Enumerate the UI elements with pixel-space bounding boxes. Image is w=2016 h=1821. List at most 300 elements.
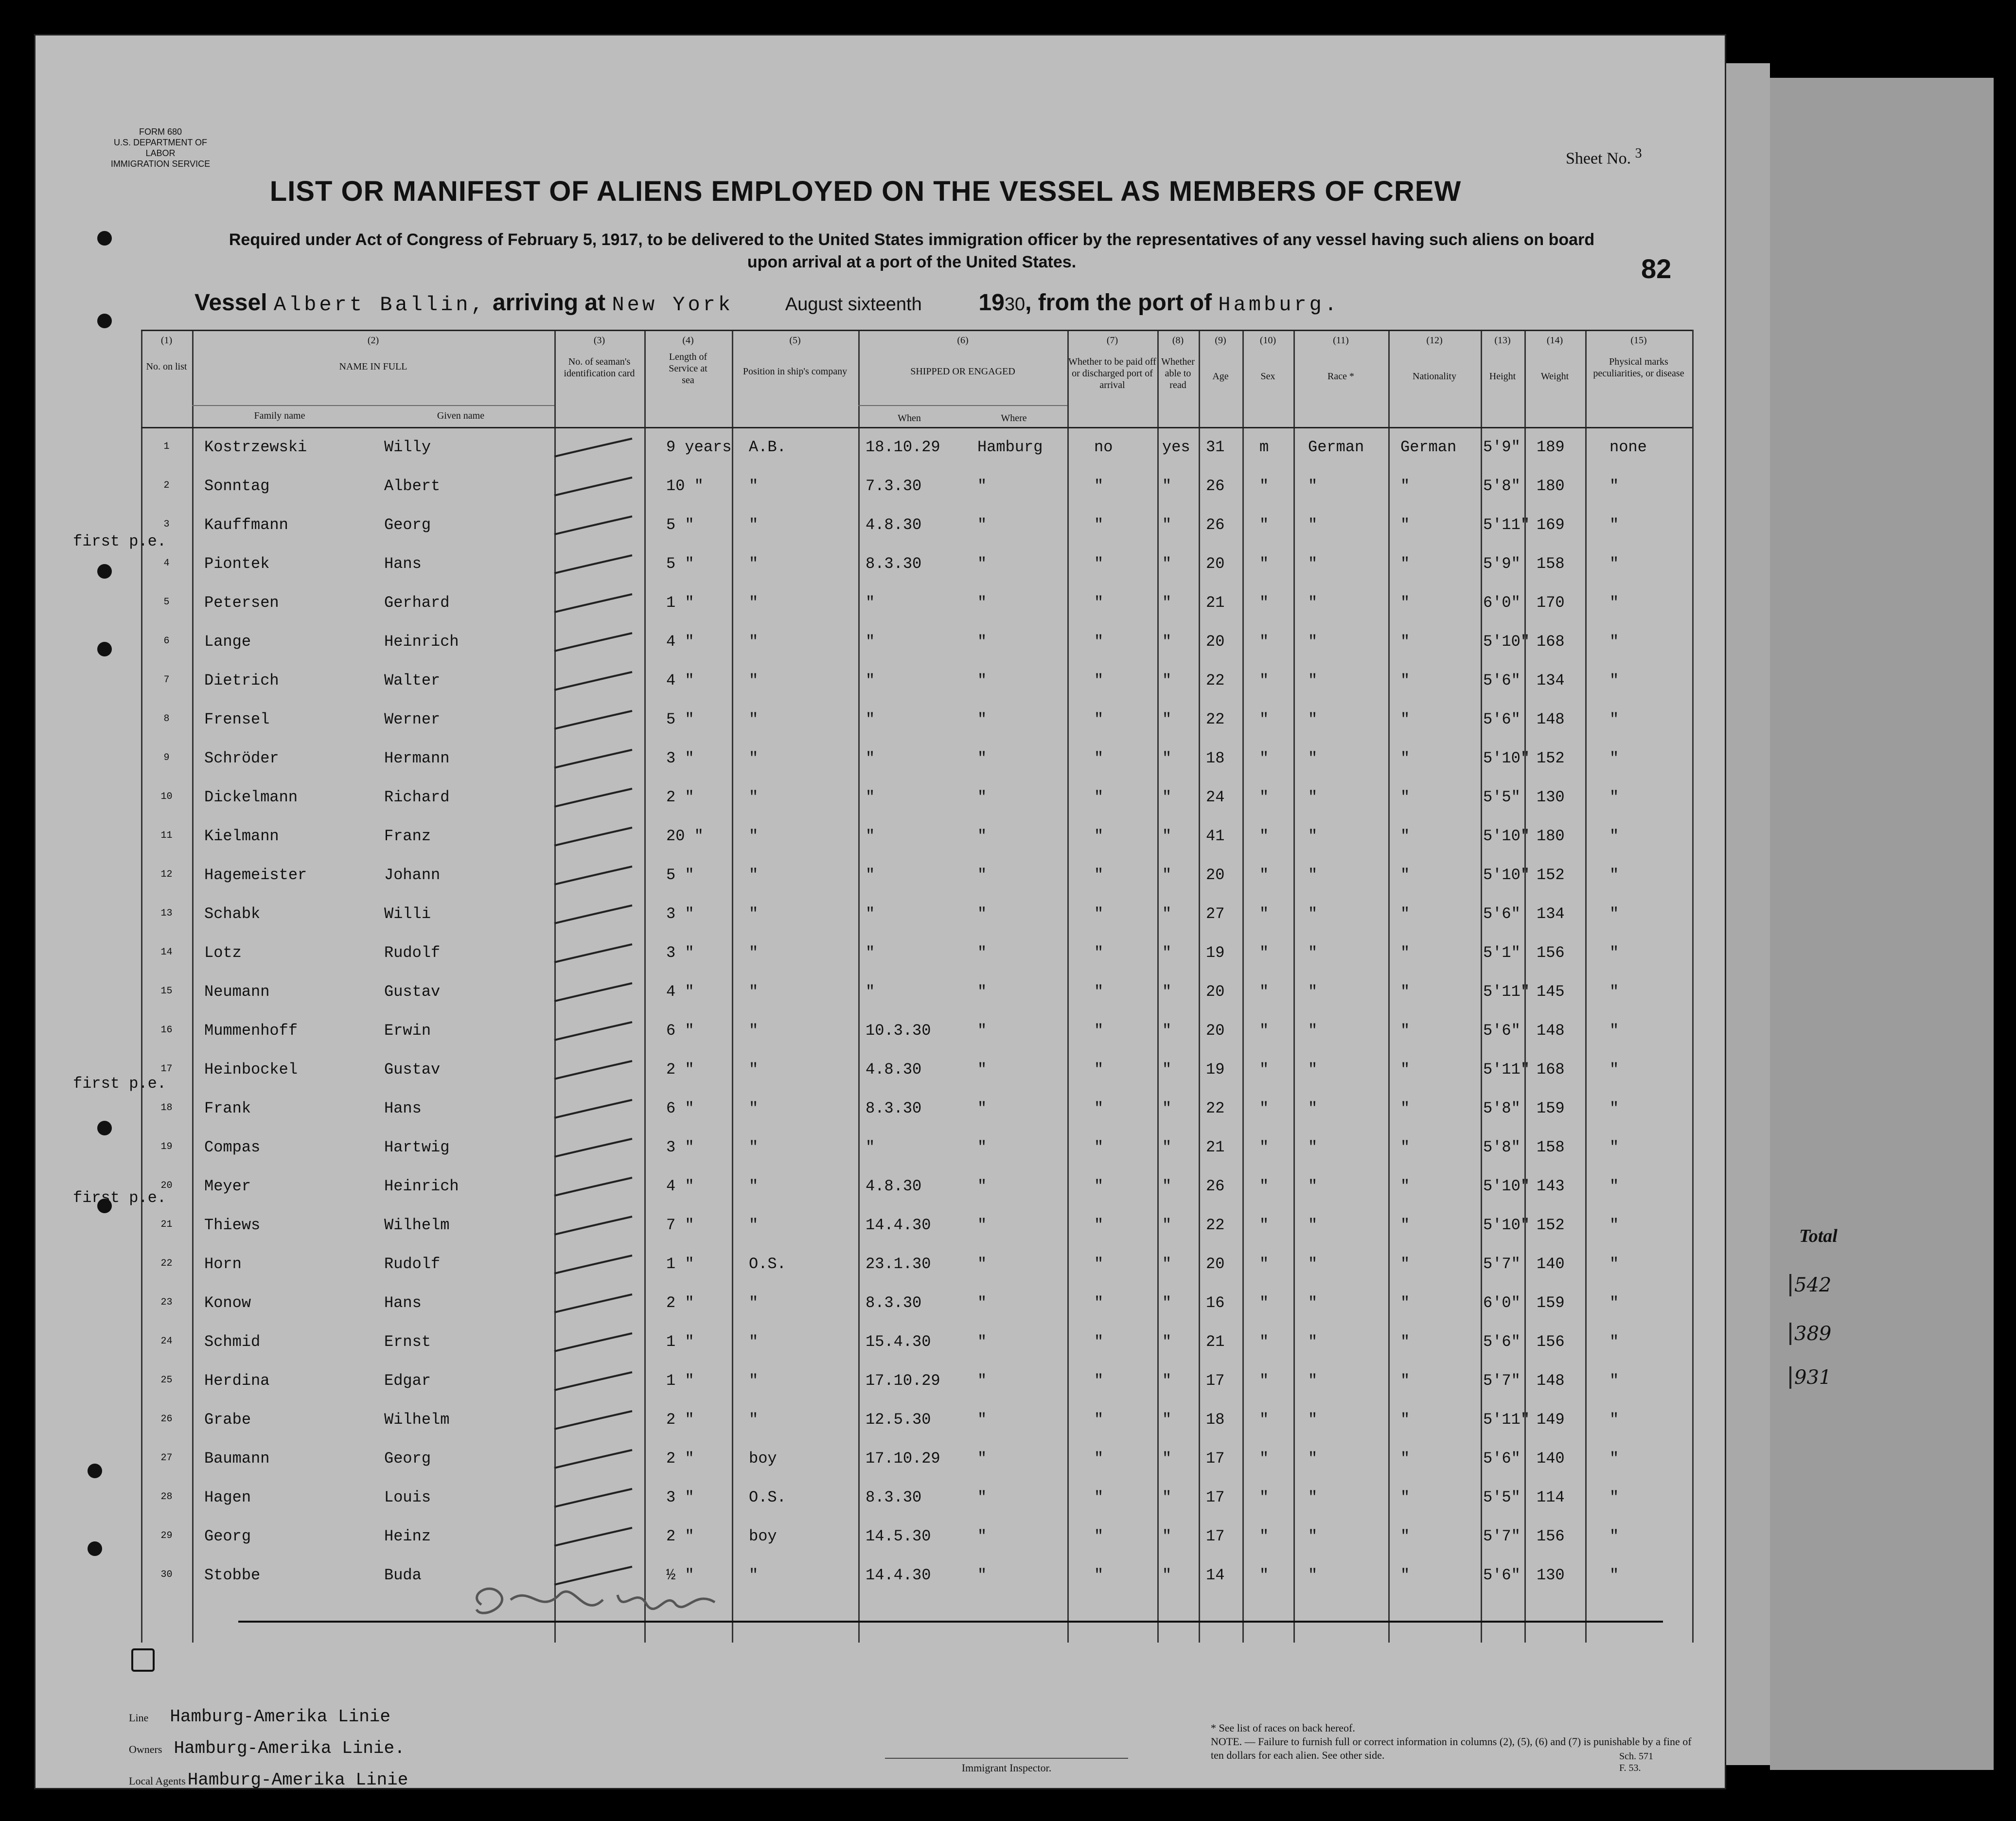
position: " — [749, 594, 759, 612]
physical-marks: " — [1609, 594, 1619, 612]
weight: 159 — [1537, 1294, 1565, 1312]
shipped-when: 14.4.30 — [866, 1566, 931, 1584]
table-row — [141, 979, 1692, 1018]
col-8-number: (8) — [1172, 335, 1184, 346]
given-name: Hans — [384, 1099, 422, 1117]
height: 5'10" — [1483, 749, 1530, 767]
height: 5'10" — [1483, 633, 1530, 651]
vessel-name: Albert Ballin, — [273, 293, 486, 317]
given-name: Richard — [384, 788, 450, 806]
able-to-read: " — [1162, 1488, 1172, 1506]
col-13-label: Height — [1489, 371, 1516, 382]
col-header-13 — [1481, 335, 1524, 382]
able-to-read: " — [1162, 1177, 1172, 1195]
family-name: Dietrich — [204, 672, 279, 690]
shipped-when: 4.8.30 — [866, 1061, 922, 1078]
able-to-read: " — [1162, 1411, 1172, 1429]
paid-off: " — [1094, 672, 1104, 690]
row-number: 22 — [160, 1258, 173, 1269]
col-3-label: No. of seaman's identification card — [564, 356, 635, 379]
nationality: " — [1400, 944, 1410, 962]
service-length: 5 " — [666, 555, 694, 573]
nationality: " — [1400, 1527, 1410, 1545]
physical-marks: " — [1609, 1099, 1619, 1117]
agents-label: Local Agents — [129, 1775, 186, 1787]
sex: " — [1259, 1333, 1269, 1351]
col-header-9 — [1199, 335, 1242, 382]
col-header-14 — [1524, 335, 1585, 382]
col-4-label: Length of Service at sea — [669, 352, 707, 386]
position: O.S. — [749, 1255, 786, 1273]
underlying-sheet — [1770, 78, 1994, 1770]
table-row — [141, 473, 1692, 512]
age: 20 — [1206, 1255, 1225, 1273]
punch-hole — [88, 1464, 102, 1478]
check-mark — [549, 981, 637, 1005]
given-name: Gustav — [384, 1061, 441, 1078]
service-length: 6 " — [666, 1022, 694, 1040]
service-length: 2 " — [666, 1294, 694, 1312]
check-mark — [549, 1292, 637, 1316]
row-number: 3 — [163, 519, 170, 530]
height: 5'6" — [1483, 672, 1521, 690]
service-length: 3 " — [666, 1488, 694, 1506]
able-to-read: " — [1162, 555, 1172, 573]
physical-marks: " — [1609, 1372, 1619, 1390]
line-value: Hamburg-Amerika Linie — [170, 1707, 391, 1727]
shipped-when: 23.1.30 — [866, 1255, 931, 1273]
shipped-where: " — [977, 710, 987, 728]
nationality: " — [1400, 1022, 1410, 1040]
height: 5'5" — [1483, 788, 1521, 806]
col-7-label: Whether to be paid off or discharged port of arrival — [1068, 356, 1156, 390]
weight: 169 — [1537, 516, 1565, 534]
race: " — [1308, 1022, 1318, 1040]
sex: " — [1259, 749, 1269, 767]
weight: 140 — [1537, 1255, 1565, 1273]
family-name: Neumann — [204, 983, 270, 1001]
height: 5'6" — [1483, 1333, 1521, 1351]
col-7-number: (7) — [1106, 335, 1118, 346]
nationality: " — [1400, 1099, 1410, 1117]
weight: 158 — [1537, 555, 1565, 573]
physical-marks: " — [1609, 788, 1619, 806]
shipped-when: 8.3.30 — [866, 1099, 922, 1117]
manifest-sheet — [34, 34, 1726, 1789]
sch-label: Sch. 571 — [1619, 1751, 1653, 1762]
family-name: Schröder — [204, 749, 279, 767]
sex: " — [1259, 1450, 1269, 1467]
shipped-where: " — [977, 1527, 987, 1545]
age: 41 — [1206, 827, 1225, 845]
service-length: 1 " — [666, 1372, 694, 1390]
table-row — [141, 940, 1692, 979]
age: 18 — [1206, 749, 1225, 767]
paid-off: " — [1094, 749, 1104, 767]
able-to-read: " — [1162, 1216, 1172, 1234]
family-name: Horn — [204, 1255, 242, 1273]
position: " — [749, 788, 759, 806]
family-name: Meyer — [204, 1177, 251, 1195]
row-number: 9 — [163, 752, 170, 763]
col-6-label: SHIPPED OR ENGAGED — [910, 366, 1015, 377]
check-mark — [549, 1486, 637, 1511]
col-header-11 — [1293, 335, 1388, 382]
row-number: 29 — [160, 1530, 173, 1541]
position: " — [749, 866, 759, 884]
able-to-read: " — [1162, 710, 1172, 728]
schedule-number — [1619, 1750, 1653, 1774]
vessel-line: Vessel Albert Ballin, arriving at New York August sixteenth 1930, from the port of Hamburg. — [195, 290, 1340, 317]
able-to-read: " — [1162, 1099, 1172, 1117]
shipped-when: 7.3.30 — [866, 477, 922, 495]
service-length: 4 " — [666, 1177, 694, 1195]
nationality: " — [1400, 749, 1410, 767]
physical-marks: " — [1609, 983, 1619, 1001]
height: 5'7" — [1483, 1527, 1521, 1545]
family-name: Heinbockel — [204, 1061, 298, 1078]
paid-off: " — [1094, 1333, 1104, 1351]
paid-off: " — [1094, 633, 1104, 651]
shipped-when: 4.8.30 — [866, 516, 922, 534]
race: German — [1308, 438, 1364, 456]
height: 5'7" — [1483, 1255, 1521, 1273]
paid-off: " — [1094, 710, 1104, 728]
paid-off: " — [1094, 1022, 1104, 1040]
given-name: Wilhelm — [384, 1216, 450, 1234]
position: " — [749, 944, 759, 962]
subtitle-line-1: Required under Act of Congress of February 5, 1917, to be delivered to the United States immigration officer by the representatives of any vessel having such aliens on board — [229, 230, 1595, 249]
weight: 170 — [1537, 594, 1565, 612]
paid-off: no — [1094, 438, 1113, 456]
family-name: Compas — [204, 1138, 261, 1156]
nationality: " — [1400, 827, 1410, 845]
col-14-number: (14) — [1546, 335, 1563, 346]
weight: 130 — [1537, 1566, 1565, 1584]
age: 20 — [1206, 866, 1225, 884]
given-name: Rudolf — [384, 944, 441, 962]
race: " — [1308, 672, 1318, 690]
given-name: Gerhard — [384, 594, 450, 612]
weight: 152 — [1537, 749, 1565, 767]
age: 26 — [1206, 516, 1225, 534]
row-number: 24 — [160, 1336, 173, 1347]
height: 5'10" — [1483, 866, 1530, 884]
family-name: Georg — [204, 1527, 251, 1545]
paid-off: " — [1094, 1216, 1104, 1234]
age: 21 — [1206, 1138, 1225, 1156]
weight: 168 — [1537, 633, 1565, 651]
shipped-when: " — [866, 749, 875, 767]
shipped-when: " — [866, 827, 875, 845]
service-length: 3 " — [666, 905, 694, 923]
col-2b-label: Given name — [437, 410, 485, 421]
able-to-read: " — [1162, 749, 1172, 767]
physical-marks: " — [1609, 477, 1619, 495]
physical-marks: " — [1609, 1527, 1619, 1545]
able-to-read: " — [1162, 1294, 1172, 1312]
punch-hole — [97, 642, 112, 656]
table-row — [141, 590, 1692, 629]
service-length: 3 " — [666, 1138, 694, 1156]
service-length: 4 " — [666, 672, 694, 690]
check-mark — [549, 1525, 637, 1550]
physical-marks: none — [1609, 438, 1647, 456]
age: 22 — [1206, 672, 1225, 690]
check-mark — [549, 903, 637, 927]
row-number: 4 — [163, 558, 170, 569]
sex: " — [1259, 1566, 1269, 1584]
table-row — [141, 1057, 1692, 1096]
sex: " — [1259, 633, 1269, 651]
shipped-when: " — [866, 944, 875, 962]
shipped-when: 14.4.30 — [866, 1216, 931, 1234]
given-name: Erwin — [384, 1022, 431, 1040]
weight: 158 — [1537, 1138, 1565, 1156]
age: 14 — [1206, 1566, 1225, 1584]
table-row — [141, 1523, 1692, 1562]
height: 5'1" — [1483, 944, 1521, 962]
shipped-where: " — [977, 1294, 987, 1312]
weight: 134 — [1537, 672, 1565, 690]
shipped-when: 10.3.30 — [866, 1022, 931, 1040]
height: 5'6" — [1483, 1022, 1521, 1040]
weight: 156 — [1537, 944, 1565, 962]
position: " — [749, 672, 759, 690]
nationality: " — [1400, 555, 1410, 573]
shipped-where: " — [977, 1333, 987, 1351]
punch-hole — [97, 1121, 112, 1135]
col-6-number: (6) — [957, 335, 969, 346]
table-row — [141, 784, 1692, 823]
table-row — [141, 1446, 1692, 1485]
able-to-read: " — [1162, 1333, 1172, 1351]
stamp-number: 82 — [1641, 253, 1672, 284]
col-11-label: Race * — [1327, 371, 1354, 382]
shipped-where: " — [977, 905, 987, 923]
family-name: Frensel — [204, 710, 270, 728]
family-name: Lange — [204, 633, 251, 651]
service-length: 7 " — [666, 1216, 694, 1234]
age: 22 — [1206, 710, 1225, 728]
given-name: Louis — [384, 1488, 431, 1506]
paid-off: " — [1094, 477, 1104, 495]
family-name: Stobbe — [204, 1566, 261, 1584]
weight: 180 — [1537, 827, 1565, 845]
race: " — [1308, 1138, 1318, 1156]
weight: 140 — [1537, 1450, 1565, 1467]
check-mark — [549, 1253, 637, 1277]
height: 5'10" — [1483, 1177, 1530, 1195]
footer-owners — [129, 1738, 405, 1758]
family-name: Konow — [204, 1294, 251, 1312]
age: 20 — [1206, 555, 1225, 573]
department-name: U.S. DEPARTMENT OF LABOR — [113, 138, 208, 158]
col-9-number: (9) — [1215, 335, 1226, 346]
punch-hole — [97, 314, 112, 328]
age: 20 — [1206, 983, 1225, 1001]
physical-marks: " — [1609, 555, 1619, 573]
physical-marks: " — [1609, 1216, 1619, 1234]
sex: " — [1259, 1255, 1269, 1273]
position: " — [749, 983, 759, 1001]
physical-marks: " — [1609, 827, 1619, 845]
col-6a-label: When — [898, 413, 921, 424]
able-to-read: " — [1162, 1372, 1172, 1390]
shipped-when: 4.8.30 — [866, 1177, 922, 1195]
physical-marks: " — [1609, 672, 1619, 690]
col-15-number: (15) — [1630, 335, 1647, 346]
position: O.S. — [749, 1488, 786, 1506]
service-length: 20 " — [666, 827, 704, 845]
col-10-number: (10) — [1259, 335, 1276, 346]
service-length: 2 " — [666, 1450, 694, 1467]
table-row — [141, 1173, 1692, 1212]
weight: 156 — [1537, 1333, 1565, 1351]
table-row — [141, 668, 1692, 707]
age: 19 — [1206, 1061, 1225, 1078]
check-mark — [549, 631, 637, 655]
sheet-number-label: Sheet No. — [1566, 149, 1631, 168]
race: " — [1308, 516, 1318, 534]
height: 5'6" — [1483, 1566, 1521, 1584]
family-name: Sonntag — [204, 477, 270, 495]
owners-value: Hamburg-Amerika Linie. — [174, 1738, 405, 1758]
race: " — [1308, 1294, 1318, 1312]
position: " — [749, 1294, 759, 1312]
col-1-number: (1) — [160, 335, 173, 346]
given-name: Edgar — [384, 1372, 431, 1390]
row-number: 23 — [160, 1297, 173, 1308]
position: " — [749, 1216, 759, 1234]
nationality: " — [1400, 1333, 1410, 1351]
sex: " — [1259, 1216, 1269, 1234]
shipped-when: 8.3.30 — [866, 555, 922, 573]
given-name: Werner — [384, 710, 441, 728]
shipped-where: " — [977, 594, 987, 612]
age: 22 — [1206, 1099, 1225, 1117]
physical-marks: " — [1609, 866, 1619, 884]
col-2-number: (2) — [367, 335, 379, 346]
weight: 159 — [1537, 1099, 1565, 1117]
sex: " — [1259, 905, 1269, 923]
row-number: 19 — [160, 1141, 173, 1152]
paid-off: " — [1094, 1294, 1104, 1312]
sex: " — [1259, 1294, 1269, 1312]
nationality: " — [1400, 1177, 1410, 1195]
check-mark — [549, 825, 637, 849]
arrival-port: New York — [612, 293, 734, 317]
row-number: 6 — [163, 636, 170, 647]
physical-marks: " — [1609, 749, 1619, 767]
given-name: Franz — [384, 827, 431, 845]
check-mark — [549, 1214, 637, 1238]
row-number: 7 — [163, 674, 170, 686]
physical-marks: " — [1609, 1294, 1619, 1312]
age: 17 — [1206, 1488, 1225, 1506]
nationality: " — [1400, 866, 1410, 884]
check-mark — [549, 786, 637, 811]
row-number: 10 — [160, 791, 173, 802]
race: " — [1308, 1099, 1318, 1117]
able-to-read: " — [1162, 905, 1172, 923]
service-length: 9 years — [666, 438, 732, 456]
weight: 134 — [1537, 905, 1565, 923]
shipped-where: " — [977, 1177, 987, 1195]
from-port-label: from the port of — [1038, 290, 1212, 316]
shipped-where: " — [977, 1372, 987, 1390]
total-value-3: 931 — [1789, 1366, 1831, 1389]
shipped-when: 17.10.29 — [866, 1372, 940, 1390]
paid-off: " — [1094, 1372, 1104, 1390]
f53-label: F. 53. — [1619, 1763, 1641, 1773]
physical-marks: " — [1609, 1061, 1619, 1078]
table-row — [141, 512, 1692, 551]
able-to-read: " — [1162, 788, 1172, 806]
nationality: " — [1400, 1061, 1410, 1078]
race: " — [1308, 1566, 1318, 1584]
age: 22 — [1206, 1216, 1225, 1234]
race: " — [1308, 1255, 1318, 1273]
service-length: 4 " — [666, 633, 694, 651]
race: " — [1308, 477, 1318, 495]
position: " — [749, 1372, 759, 1390]
nationality: " — [1400, 788, 1410, 806]
position: " — [749, 477, 759, 495]
table-row — [141, 1485, 1692, 1523]
family-name: Hagen — [204, 1488, 251, 1506]
race: " — [1308, 983, 1318, 1001]
row-number: 12 — [160, 869, 173, 880]
weight: 189 — [1537, 438, 1565, 456]
race: " — [1308, 1216, 1318, 1234]
physical-marks: " — [1609, 633, 1619, 651]
service-length: 5 " — [666, 866, 694, 884]
physical-marks: " — [1609, 710, 1619, 728]
service-length: 2 " — [666, 1527, 694, 1545]
corner-mark — [131, 1648, 155, 1672]
given-name: Hans — [384, 555, 422, 573]
col-15-label: Physical marks peculiarities, or disease — [1593, 356, 1684, 379]
table-row — [141, 1212, 1692, 1251]
nationality: " — [1400, 1372, 1410, 1390]
table-row — [141, 1329, 1692, 1368]
shipped-when: " — [866, 788, 875, 806]
height: 5'7" — [1483, 1372, 1521, 1390]
table-row — [141, 1290, 1692, 1329]
given-name: Willi — [384, 905, 431, 923]
form-department-header — [107, 126, 214, 169]
given-name: Heinrich — [384, 633, 459, 651]
family-name: Hagemeister — [204, 866, 307, 884]
age: 27 — [1206, 905, 1225, 923]
family-name: Schmid — [204, 1333, 261, 1351]
col-2a-label: Family name — [254, 410, 305, 421]
position: " — [749, 827, 759, 845]
shipped-where: " — [977, 672, 987, 690]
sex: " — [1259, 672, 1269, 690]
height: 5'10" — [1483, 827, 1530, 845]
family-name: Thiews — [204, 1216, 261, 1234]
col-header-6 — [858, 335, 1067, 377]
col-5-label: Position in ship's company — [743, 366, 848, 377]
side-totals — [1799, 1225, 1838, 1247]
margin-annotation: first p.e. — [73, 1075, 167, 1093]
row-number: 21 — [160, 1219, 173, 1230]
col-header-2 — [192, 335, 554, 372]
shipped-where: " — [977, 1138, 987, 1156]
given-name: Heinrich — [384, 1177, 459, 1195]
